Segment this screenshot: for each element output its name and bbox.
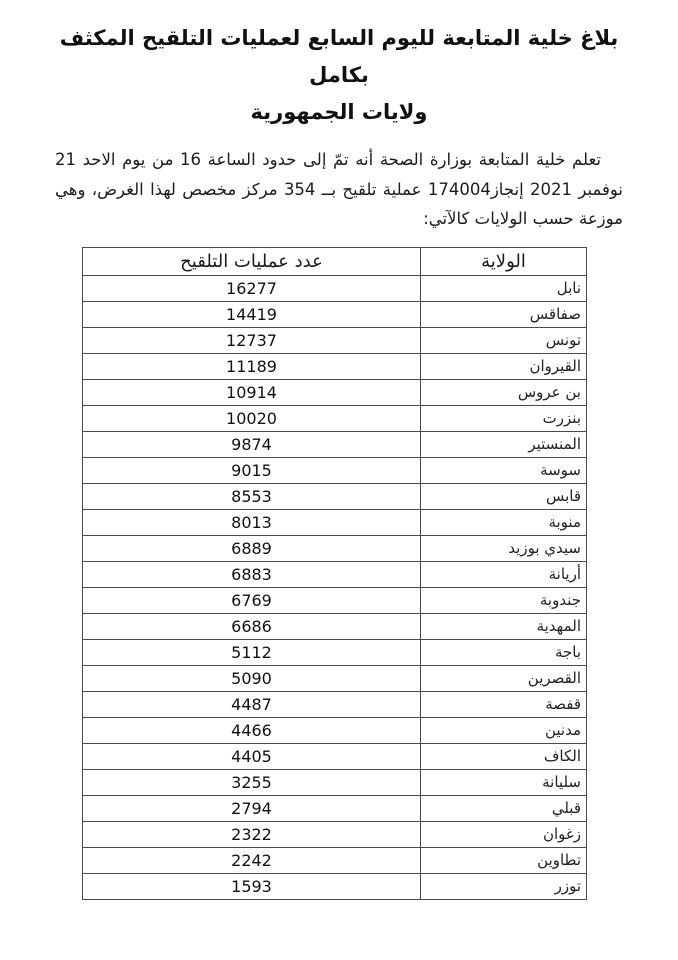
count-cell: 16277 xyxy=(83,275,421,301)
governorate-cell: القصرين xyxy=(421,665,587,691)
count-cell: 3255 xyxy=(83,769,421,795)
governorate-cell: منوبة xyxy=(421,509,587,535)
table-row xyxy=(83,405,587,431)
intro-paragraph: تعلم خلية المتابعة بوزارة الصحة أنه تمّ إلى حدود الساعة 16 من يوم الاحد 21 نوفمبر 2021 إنجاز174004 عملية تلقيح بــ 354 مركز مخصص لهذا الغرض، وهي موزعة حسب الولايات كالآتي: xyxy=(55,150,623,228)
governorate-cell: صفاقس xyxy=(421,301,587,327)
table-row xyxy=(83,665,587,691)
count-cell: 6883 xyxy=(83,561,421,587)
document-title-line-2: ولايات الجمهورية xyxy=(250,100,428,124)
count-cell: 11189 xyxy=(83,353,421,379)
governorate-cell: بن عروس xyxy=(421,379,587,405)
table-row xyxy=(83,561,587,587)
governorate-cell: أريانة xyxy=(421,561,587,587)
table-row xyxy=(83,769,587,795)
count-cell: 5090 xyxy=(83,665,421,691)
table-row xyxy=(83,639,587,665)
count-cell: 12737 xyxy=(83,327,421,353)
governorate-cell: مدنين xyxy=(421,717,587,743)
count-cell: 4466 xyxy=(83,717,421,743)
table-row xyxy=(83,873,587,899)
count-cell: 2322 xyxy=(83,821,421,847)
table-row xyxy=(83,327,587,353)
governorate-cell: المنستير xyxy=(421,431,587,457)
governorate-cell: توزر xyxy=(421,873,587,899)
governorate-cell: قبلي xyxy=(421,795,587,821)
count-cell: 10914 xyxy=(83,379,421,405)
governorate-cell: زغوان xyxy=(421,821,587,847)
table-row xyxy=(83,379,587,405)
table-row xyxy=(83,613,587,639)
count-cell: 4487 xyxy=(83,691,421,717)
governorate-cell: تطاوين xyxy=(421,847,587,873)
governorate-cell: باجة xyxy=(421,639,587,665)
count-cell: 4405 xyxy=(83,743,421,769)
count-cell: 10020 xyxy=(83,405,421,431)
table-row xyxy=(83,301,587,327)
governorate-cell: سليانة xyxy=(421,769,587,795)
count-column-header: عدد عمليات التلقيح xyxy=(83,247,421,275)
count-cell: 8013 xyxy=(83,509,421,535)
table-row xyxy=(83,353,587,379)
count-cell: 6769 xyxy=(83,587,421,613)
table-row xyxy=(83,821,587,847)
governorate-cell: سيدي بوزيد xyxy=(421,535,587,561)
table-row xyxy=(83,587,587,613)
table-row xyxy=(83,431,587,457)
table-row xyxy=(83,743,587,769)
vaccination-table-body xyxy=(83,275,587,899)
governorate-cell: القيروان xyxy=(421,353,587,379)
count-cell: 9874 xyxy=(83,431,421,457)
table-row xyxy=(83,483,587,509)
governorate-cell: قابس xyxy=(421,483,587,509)
governorate-column-header: الولاية xyxy=(421,247,587,275)
document-title xyxy=(40,20,638,131)
governorate-cell: جندوبة xyxy=(421,587,587,613)
governorate-cell: تونس xyxy=(421,327,587,353)
count-cell: 5112 xyxy=(83,639,421,665)
table-row xyxy=(83,795,587,821)
governorate-cell: المهدية xyxy=(421,613,587,639)
document-title-line-1: بلاغ خلية المتابعة لليوم السابع لعمليات التلقيح المكثف بكامل xyxy=(59,26,619,87)
table-row xyxy=(83,847,587,873)
count-cell: 9015 xyxy=(83,457,421,483)
count-cell: 14419 xyxy=(83,301,421,327)
table-row xyxy=(83,275,587,301)
count-cell: 6686 xyxy=(83,613,421,639)
count-cell: 6889 xyxy=(83,535,421,561)
governorate-cell: سوسة xyxy=(421,457,587,483)
table-header-row xyxy=(83,247,587,275)
governorate-cell: قفصة xyxy=(421,691,587,717)
count-cell: 8553 xyxy=(83,483,421,509)
governorate-cell: نابل xyxy=(421,275,587,301)
table-row xyxy=(83,535,587,561)
count-cell: 2242 xyxy=(83,847,421,873)
table-row xyxy=(83,717,587,743)
table-row xyxy=(83,509,587,535)
table-row xyxy=(83,457,587,483)
vaccination-table xyxy=(82,247,587,900)
governorate-cell: بنزرت xyxy=(421,405,587,431)
governorate-cell: الكاف xyxy=(421,743,587,769)
count-cell: 2794 xyxy=(83,795,421,821)
table-row xyxy=(83,691,587,717)
count-cell: 1593 xyxy=(83,873,421,899)
